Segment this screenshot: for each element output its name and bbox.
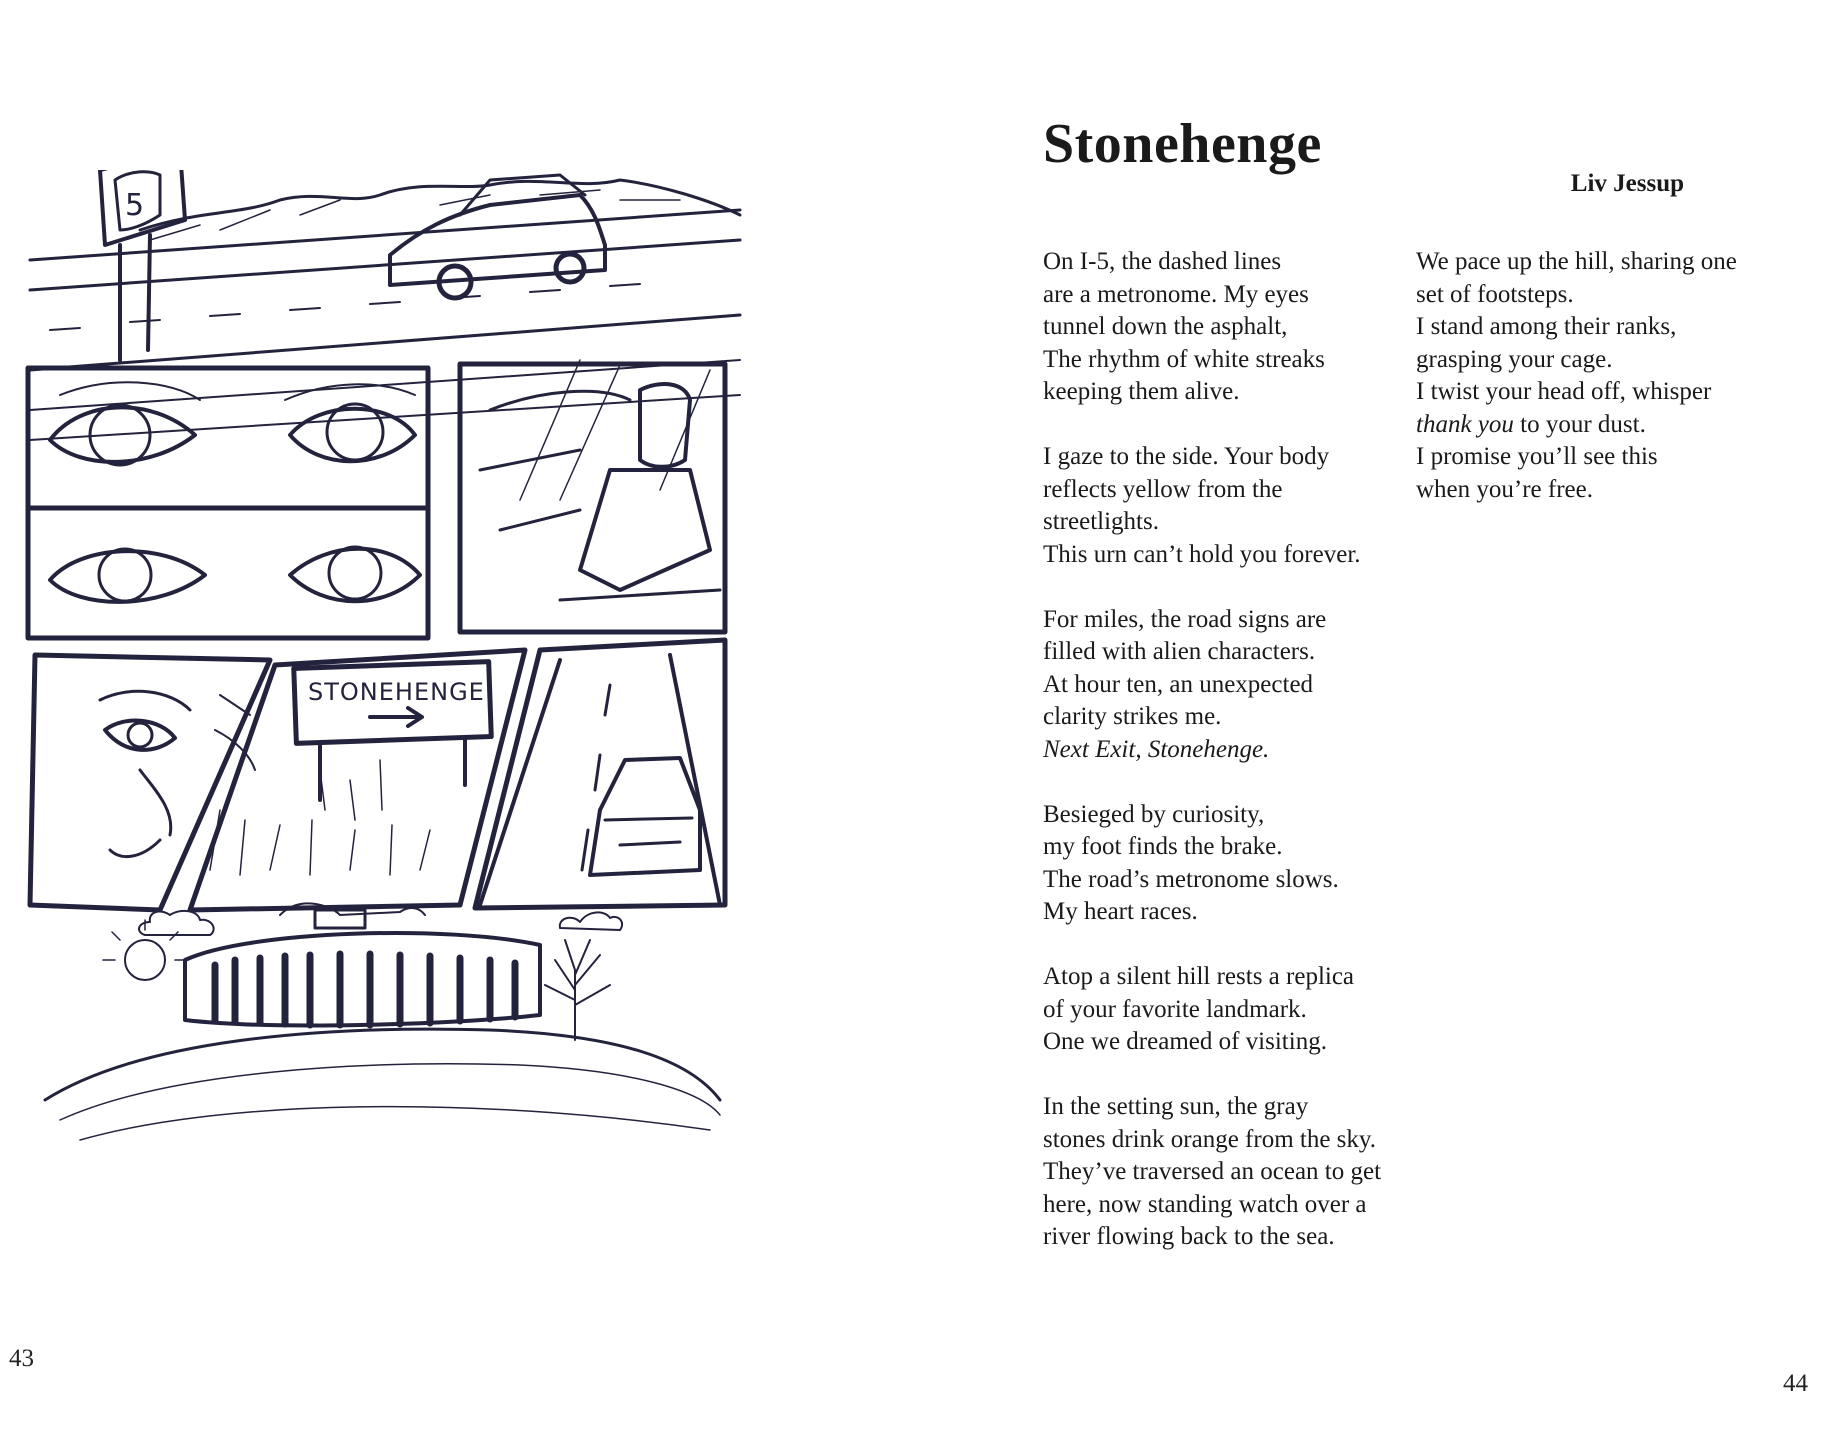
car-rear-view: [590, 758, 700, 875]
stonehenge-hill-scene: [45, 903, 720, 1140]
panel-eyes-top: [28, 368, 428, 508]
page-number-right: 44: [1783, 1370, 1808, 1397]
poem-line-italic: Next Exit, Stonehenge.: [1043, 735, 1270, 763]
poem-line: filled with alien characters.: [1043, 638, 1316, 665]
poem-line: Besieged by curiosity,: [1043, 800, 1265, 828]
panel-eyes-bottom: [28, 508, 428, 638]
poem-author: Liv Jessup: [1570, 170, 1684, 197]
stanza-3: [1043, 604, 1403, 767]
poem-line: I gaze to the side. Your body: [1043, 443, 1330, 470]
highway-scene: [30, 170, 740, 440]
poem-line: We pace up the hill, sharing one: [1416, 248, 1737, 275]
poem-line: reflects yellow from the: [1043, 475, 1283, 503]
panel-stonehenge-sign: [190, 650, 525, 910]
poem-column-1: [1043, 246, 1403, 1286]
poem-line: grasping your cage.: [1416, 345, 1613, 373]
poem-line-mixed: [1416, 409, 1776, 442]
poem-line: This urn can’t hold you forever.: [1043, 540, 1361, 568]
right-page: [920, 0, 1841, 1440]
poem-line: are a metronome. My eyes: [1043, 280, 1309, 308]
poem-line: here, now standing watch over a: [1043, 1190, 1367, 1218]
stanza-1: [1043, 246, 1403, 409]
car-on-highway: [390, 195, 605, 285]
poem-line: I twist your head off, whisper: [1416, 378, 1712, 405]
stonehenge-sign-text: STONEHENGE: [308, 678, 485, 706]
comic-illustration: [20, 170, 880, 1320]
sun-icon: [125, 940, 165, 980]
poem-line: One we dreamed of visiting.: [1043, 1028, 1327, 1055]
poem-line: The road’s metronome slows.: [1043, 865, 1339, 893]
arrow-right-icon: [370, 708, 422, 726]
poem-line: set of footsteps.: [1416, 280, 1574, 308]
poem-line: In the setting sun, the gray: [1043, 1093, 1309, 1120]
poem-line: tunnel down the asphalt,: [1043, 313, 1288, 340]
panel-car-interior: [460, 360, 725, 632]
poem-line: On I-5, the dashed lines: [1043, 248, 1282, 275]
poem-line: streetlights.: [1043, 508, 1159, 535]
poem-line: I stand among their ranks,: [1416, 313, 1677, 340]
poem-line: I promise you’ll see this: [1416, 443, 1658, 470]
poem-line: Atop a silent hill rests a replica: [1043, 963, 1355, 990]
stanza-2: [1043, 441, 1403, 571]
poem-line: keeping them alive.: [1043, 378, 1240, 405]
comic-illustration-drawing: [20, 170, 880, 1320]
panel-road-night: [475, 640, 725, 908]
stanza-6: [1043, 1091, 1403, 1254]
page-number-left: 43: [9, 1345, 34, 1372]
left-page: [0, 0, 920, 1440]
poem-line: when you’re free.: [1416, 475, 1593, 503]
stanza-7: [1416, 246, 1776, 506]
poem-line: stones drink orange from the sky.: [1043, 1125, 1377, 1153]
poem-line-tail: to your dust.: [1513, 410, 1646, 438]
stanza-4: [1043, 799, 1403, 929]
poem-line: For miles, the road signs are: [1043, 605, 1327, 633]
poem-line: river flowing back to the sea.: [1043, 1223, 1335, 1250]
poem-line: They’ve traversed an ocean to get: [1043, 1158, 1382, 1185]
stanza-5: [1043, 961, 1403, 1059]
poem-title: Stonehenge: [1043, 113, 1322, 175]
poem-line: my foot finds the brake.: [1043, 833, 1283, 860]
poem-line: My heart races.: [1043, 898, 1198, 925]
interstate-number: 5: [125, 188, 145, 223]
poem-line: The rhythm of white streaks: [1043, 345, 1325, 373]
poem-line: At hour ten, an unexpected: [1043, 670, 1314, 698]
poem-line: of your favorite landmark.: [1043, 995, 1307, 1023]
poem-column-2: [1416, 246, 1776, 539]
italic-phrase: thank you: [1416, 410, 1514, 438]
poem-line: clarity strikes me.: [1043, 703, 1222, 730]
